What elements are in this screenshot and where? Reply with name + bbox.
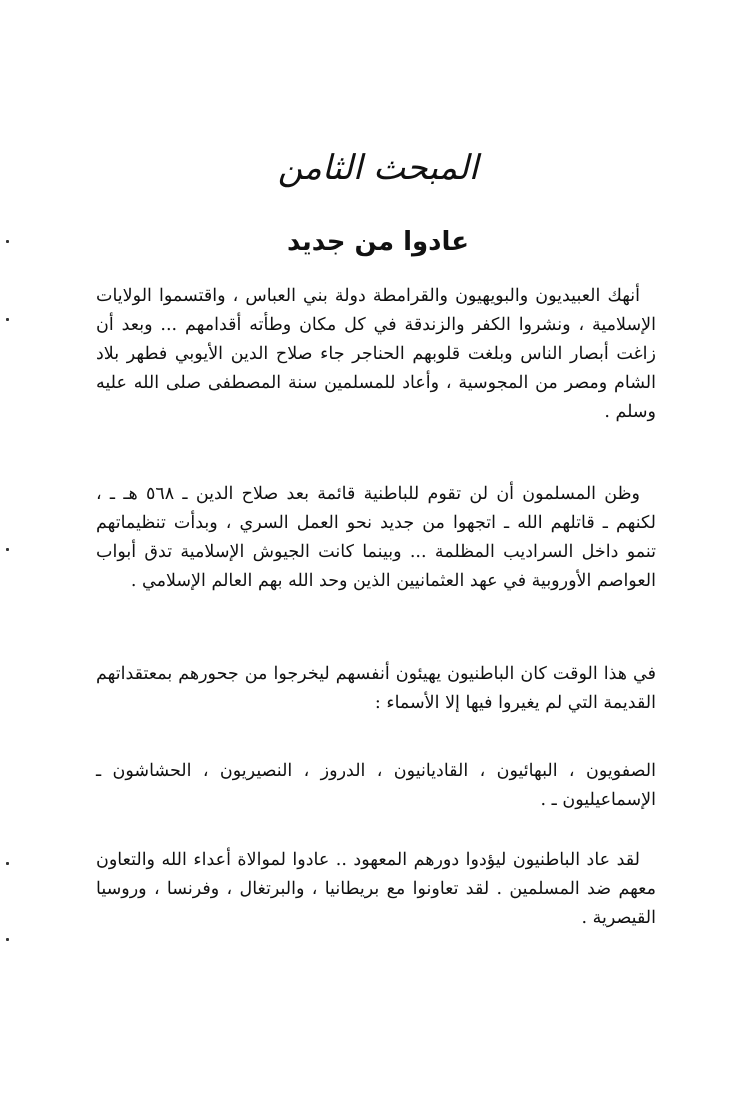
scan-margin-mark <box>6 240 9 243</box>
scan-margin-mark <box>6 862 9 865</box>
paragraph-5: لقد عاد الباطنيون ليؤدوا دورهم المعهود .. عادوا لموالاة أعداء الله والتعاون معهم ضد المسلمين . لقد تعاونوا مع بريطانيا ، والبرتغال ، وفرنسا ، وروسيا القيصرية . <box>96 850 656 928</box>
paragraph-1: أنهك العبيديون والبويهيون والقرامطة دولة بني العباس ، واقتسموا الولايات الإسلامية ، ونشروا الكفر والزندقة في كل مكان وطأته أقدامهم ... وبعد أن زاغت أبصار الناس وبلغت قلوبهم الحناجر جاء صلاح الدين الأيوبي فطهر بلاد الشام ومصر من المجوسية ، وأعاد للمسلمين سنة المصطفى صلى الله عليه وسلم . <box>96 286 656 422</box>
chapter-heading: المبحث الثامن <box>277 148 479 188</box>
section-heading: عادوا من جديد <box>286 227 470 257</box>
scan-margin-mark <box>6 938 9 941</box>
scan-margin-mark <box>6 548 9 551</box>
paragraph-3: في هذا الوقت كان الباطنيون يهيئون أنفسهم ليخرجوا من جحورهم بمعتقداتهم القديمة التي لم يغيروا فيها إلا الأسماء : <box>96 664 656 713</box>
paragraph-4: الصفويون ، البهائيون ، القاديانيون ، الدروز ، النصيريون ، الحشاشون ـ الإسماعيليون ـ . <box>96 761 656 810</box>
paragraph-2: وظن المسلمون أن لن تقوم للباطنية قائمة بعد صلاح الدين ـ ٥٦٨ هـ ـ ، لكنهم ـ قاتلهم الله ـ اتجهوا من جديد نحو العمل السري ، وبدأت تنظيماتهم تنمو داخل السراديب المظلمة ... وبينما كانت الجيوش الإسلامية تدق أبواب العواصم الأوروبية في عهد العثمانيين الذين وحد الله بهم العالم الإسلامي . <box>96 484 656 591</box>
scan-margin-mark <box>6 318 9 321</box>
